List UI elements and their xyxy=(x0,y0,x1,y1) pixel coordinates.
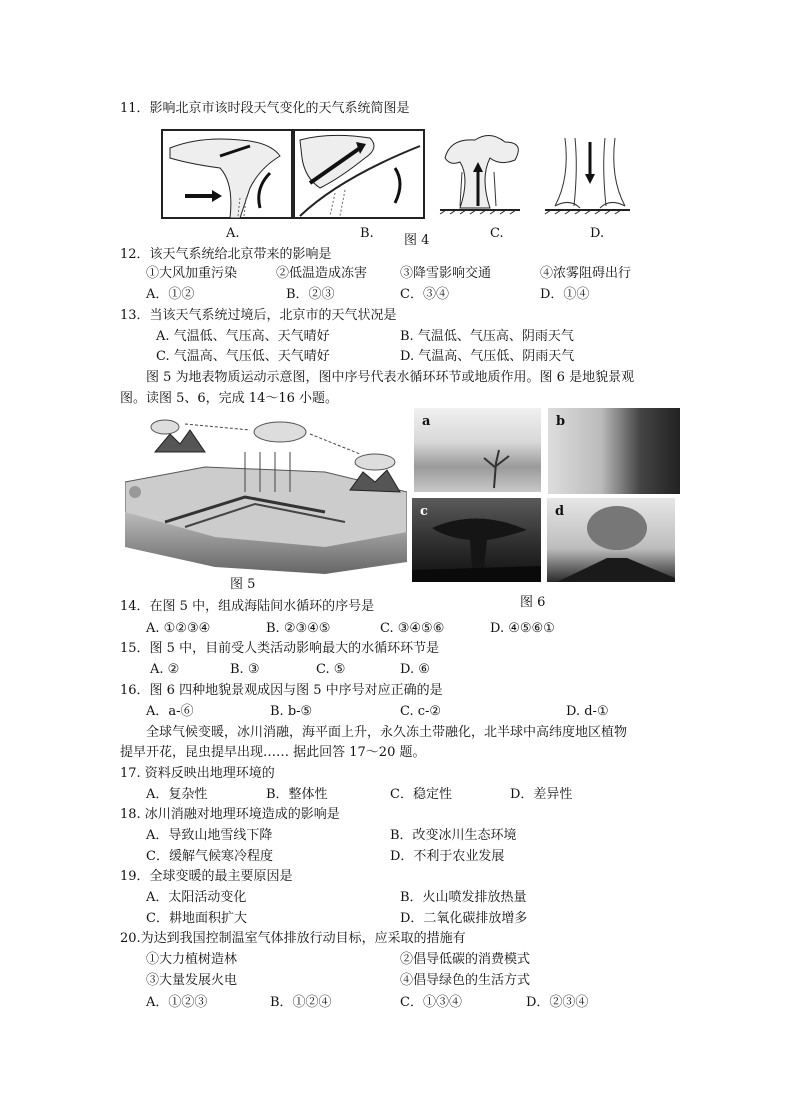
q14-option-b: B. ②③④⑤ xyxy=(266,621,331,636)
q17-option-c: C．稳定性 xyxy=(390,787,452,802)
q16-option-c: C. c-② xyxy=(400,704,442,719)
q17-option-b: B．整体性 xyxy=(266,787,328,802)
q20-option-d: D．②③④ xyxy=(526,995,589,1010)
q20-option-a: A．①②③ xyxy=(146,995,208,1010)
q18-stem: 18. 冰川消融对地理环境造成的影响是 xyxy=(120,807,340,822)
q15-option-c: C. ⑤ xyxy=(316,662,346,677)
q20-option-b: B．①②④ xyxy=(270,995,332,1010)
fig4-b-warm-front-icon xyxy=(294,130,424,218)
q18-option-b: B．改变冰川生态环境 xyxy=(390,828,517,843)
fig6-label-c: c xyxy=(420,504,428,519)
fig6-label-a: a xyxy=(422,414,431,429)
q16-option-a: A．a-⑥ xyxy=(146,704,194,719)
fig5-diagram xyxy=(125,412,407,574)
q12-stem: 12．该天气系统给北京带来的影响是 xyxy=(120,247,332,262)
q19-option-a: A．太阳活动变化 xyxy=(146,890,247,905)
fig4-c-cyclone-icon xyxy=(440,135,520,214)
q18-option-a: A．导致山地雪线下降 xyxy=(146,828,273,843)
intro1-line1: 图 5 为地表物质运动示意图，图中序号代表水循环环节或地质作用。图 6 是地貌景观 xyxy=(146,370,635,385)
q16-option-d: D. d-① xyxy=(566,704,609,719)
fig6-photo-a xyxy=(414,408,541,492)
q11-stem: 11．影响北京市该时段天气变化的天气系统简图是 xyxy=(120,101,410,116)
q12-option-c: C．③④ xyxy=(400,287,449,302)
q14-option-d: D. ④⑤⑥① xyxy=(490,621,555,636)
fig5-caption: 图 5 xyxy=(230,577,256,592)
q18-option-d: D．不利于农业发展 xyxy=(390,849,505,864)
fig4-d-anticyclone-icon xyxy=(545,138,630,214)
q12-option-b: B．②③ xyxy=(286,287,335,302)
q13-stem: 13．当该天气系统过境后，北京市的天气状况是 xyxy=(120,308,397,323)
q14-option-a: A. ①②③④ xyxy=(146,621,211,636)
q13-option-a: A. 气温低、气压高、天气晴好 xyxy=(156,329,330,344)
q15-option-a: A. ② xyxy=(150,662,180,677)
q18-option-c: C．缓解气候寒冷程度 xyxy=(146,849,273,864)
q12-item-4: ④浓雾阻碍出行 xyxy=(540,266,632,281)
q20-item-2: ②倡导低碳的消费模式 xyxy=(400,952,531,967)
q19-option-d: D．二氧化碳排放增多 xyxy=(400,911,528,926)
q13-option-b: B. 气温低、气压高、阴雨天气 xyxy=(400,329,574,344)
q16-stem: 16．图 6 四种地貌景观成因与图 5 中序号对应正确的是 xyxy=(120,683,443,698)
q17-option-d: D．差异性 xyxy=(510,787,573,802)
q12-item-3: ③降雪影响交通 xyxy=(400,266,492,281)
fig6-photo-d xyxy=(547,498,675,582)
q14-option-c: C. ③④⑤⑥ xyxy=(380,621,445,636)
q17-stem: 17. 资料反映出地理环境的 xyxy=(120,766,275,781)
q15-stem: 15．图 5 中，目前受人类活动影响最大的水循环环节是 xyxy=(120,641,440,656)
q20-item-3: ③大量发展火电 xyxy=(146,973,238,988)
intro2-line1: 全球气候变暖，冰川消融，海平面上升，永久冻土带融化，北半球中高纬度地区植物 xyxy=(146,725,628,740)
fig4-label-c: C. xyxy=(490,226,504,241)
q13-option-c: C. 气温高、气压低、天气晴好 xyxy=(156,349,330,364)
fig4-label-a: A. xyxy=(226,226,240,241)
fig4-label-d: D. xyxy=(590,226,605,241)
q20-item-4: ④倡导绿色的生活方式 xyxy=(400,973,531,988)
q19-option-b: B．火山喷发排放热量 xyxy=(400,890,527,905)
q12-option-d: D．①④ xyxy=(540,287,590,302)
fig4-diagrams xyxy=(160,128,630,228)
intro2-line2: 提早开花，昆虫提早出现…… 据此回答 17～20 题。 xyxy=(120,745,426,760)
q19-option-c: C．耕地面积扩大 xyxy=(146,911,247,926)
q17-option-a: A．复杂性 xyxy=(146,787,208,802)
fig6-label-b: b xyxy=(556,414,566,429)
q20-item-1: ①大力植树造林 xyxy=(146,952,238,967)
fig4-caption: 图 4 xyxy=(404,233,430,248)
intro1-line2: 图。读图 5、6，完成 14～16 小题。 xyxy=(120,391,339,406)
q12-item-1: ①大风加重污染 xyxy=(146,266,238,281)
fig4-a-cold-front-icon xyxy=(162,130,292,218)
q20-stem: 20.为达到我国控制温室气体排放行动目标，应采取的措施有 xyxy=(120,931,466,946)
fig6-caption: 图 6 xyxy=(520,595,546,610)
q20-option-c: C．①③④ xyxy=(400,995,462,1010)
q15-option-d: D. ⑥ xyxy=(400,662,430,677)
fig6-photo-b xyxy=(548,408,680,494)
q19-stem: 19．全球变暖的最主要原因是 xyxy=(120,869,293,884)
q14-stem: 14．在图 5 中，组成海陆间水循环的序号是 xyxy=(120,599,375,614)
q12-item-2: ②低温造成冻害 xyxy=(276,266,368,281)
q13-option-d: D. 气温高、气压低、阴雨天气 xyxy=(400,349,575,364)
q16-option-b: B. b-⑤ xyxy=(270,704,313,719)
q15-option-b: B. ③ xyxy=(230,662,260,677)
q12-option-a: A．①② xyxy=(146,287,195,302)
fig6-photo-c xyxy=(412,498,541,582)
fig6-label-d: d xyxy=(555,504,565,519)
fig4-label-b: B. xyxy=(360,226,374,241)
